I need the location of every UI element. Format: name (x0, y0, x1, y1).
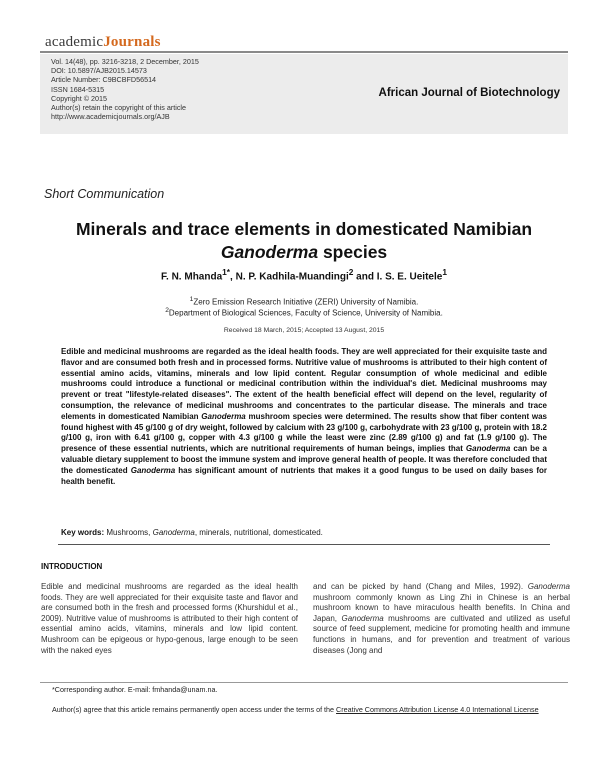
abstract: Edible and medicinal mushrooms are regarded as the ideal health foods. They are well appreciated for their exquisite taste and flavor and are consumed both fresh and in processed forms. Nutritive value of mushrooms is attributed to their high content of essential amino acids, vitamins, minerals and low lipid content. Regular consumption of whole medicinal and edible mushrooms could introduce a functional or medicinal contribution within the individual's diet. Medicinal mushrooms may prevent or treat "lifestyle-related diseases". The extent of the health beneficial effect will depend on the level, regularity of consumption, the relevance of medicinal mushrooms and concentrates to the particular disease. The minerals and trace elements in domesticated Namibian Ganoderma mushroom species were determined. The results show that fiber content was found highest with 45 g/100 g of dry weight, followed by calcium with 23 g/100 g, carbohydrate with 23 g/100 g, protein with 18.2 g/100 g, iron with 6.41 g/100 g, copper with 4.3 g/100 g while the least were zinc (2.89 g/100 g) and fat (1.9 g/100 g). The presence of these essential nutrients, which are nutritional requirements of human beings, implies that Ganoderma can be a valuable dietary supplement to boost the immune system and improve general health of people. It was therefore concluded that the domesticated Ganoderma has significant amount of nutrients that makes it a good fungus to be used on daily bases for health benefit. (61, 347, 547, 486)
info-doi: DOI: 10.5897/AJB2015.14573 (51, 66, 147, 76)
info-url[interactable]: http://www.academicjournals.org/AJB (51, 112, 170, 122)
author-list: F. N. Mhanda$^{1*}$, N. P. Kadhila-Muandingi$^2$ and I. S. E. Ueitele$^1$ (161, 267, 447, 283)
section-label: Short Communication (44, 187, 165, 201)
author: I. S. E. Ueitele (376, 271, 443, 283)
introduction-heading: INTRODUCTION (41, 562, 103, 571)
body-column-left: Edible and medicinal mushrooms are regarded as the ideal health foods. They are well appreciated for their exquisite taste and flavor and are consumed both in the fresh and processed forms (Khurshidul et al., 2009). Nutritive value of mushrooms is attributed to their high content of essential amino acids, vitamins, minerals and low lipid content. Mushroom can be epigeous or hypo-genous, large enough to be seen with the naked eyes (41, 582, 298, 655)
author: N. P. Kadhila-Muandingi (235, 271, 349, 283)
footnote-divider (40, 682, 568, 683)
info-volume: Vol. 14(48), pp. 3216-3218, 2 December, 2015 (51, 57, 199, 66)
body-column-right: and can be picked by hand (Chang and Miles, 1992). Ganoderma mushroom commonly known as Ling Zhi in Chinese is an herbal mushroom known to have miraculous health benefits. In China and Japan, Ganoderma mushrooms are cultivated and utilized as useful source of feed supplement, medicine for promoting health and immune functions in humans, and for prevention and treatment of various diseases (Jong and (313, 582, 570, 655)
article-title: Minerals and trace elements in domesticated Namibian Ganoderma species (75, 219, 533, 262)
affiliation-1: $^1$Zero Emission Research Initiative (ZERI) University of Namibia. (189, 296, 419, 307)
license-link[interactable]: Creative Commons Attribution License 4.0 International License (336, 705, 539, 714)
keywords-divider (58, 544, 550, 545)
corresponding-author: *Corresponding author. E-mail: fmhanda@unam.na. (52, 685, 218, 694)
article-info (51, 57, 199, 121)
license-notice: Author(s) agree that this article remains permanently open access under the terms of the Creative Commons Attribution License 4.0 International License (52, 705, 539, 714)
keywords: Key words: Mushrooms, Ganoderma, minerals, nutritional, domesticated. (61, 528, 323, 537)
author: F. N. Mhanda (161, 271, 223, 283)
journal-name: African Journal of Biotechnology (378, 87, 560, 99)
info-issn: ISSN 1684-5315 (51, 84, 105, 94)
received-dates: Received 18 March, 2015; Accepted 13 August, 2015 (223, 327, 385, 334)
info-copyright: Copyright © 2015 (51, 93, 108, 103)
header-rule (40, 51, 568, 53)
publisher-logo: academicJournals (45, 34, 161, 50)
affiliation-2: $^2$Department of Biological Sciences, Faculty of Science, University of Namibia. (165, 307, 443, 318)
info-article-number: Article Number: C9BCBFD56514 (51, 75, 157, 85)
info-rights: Author(s) retain the copyright of this article (51, 103, 187, 113)
